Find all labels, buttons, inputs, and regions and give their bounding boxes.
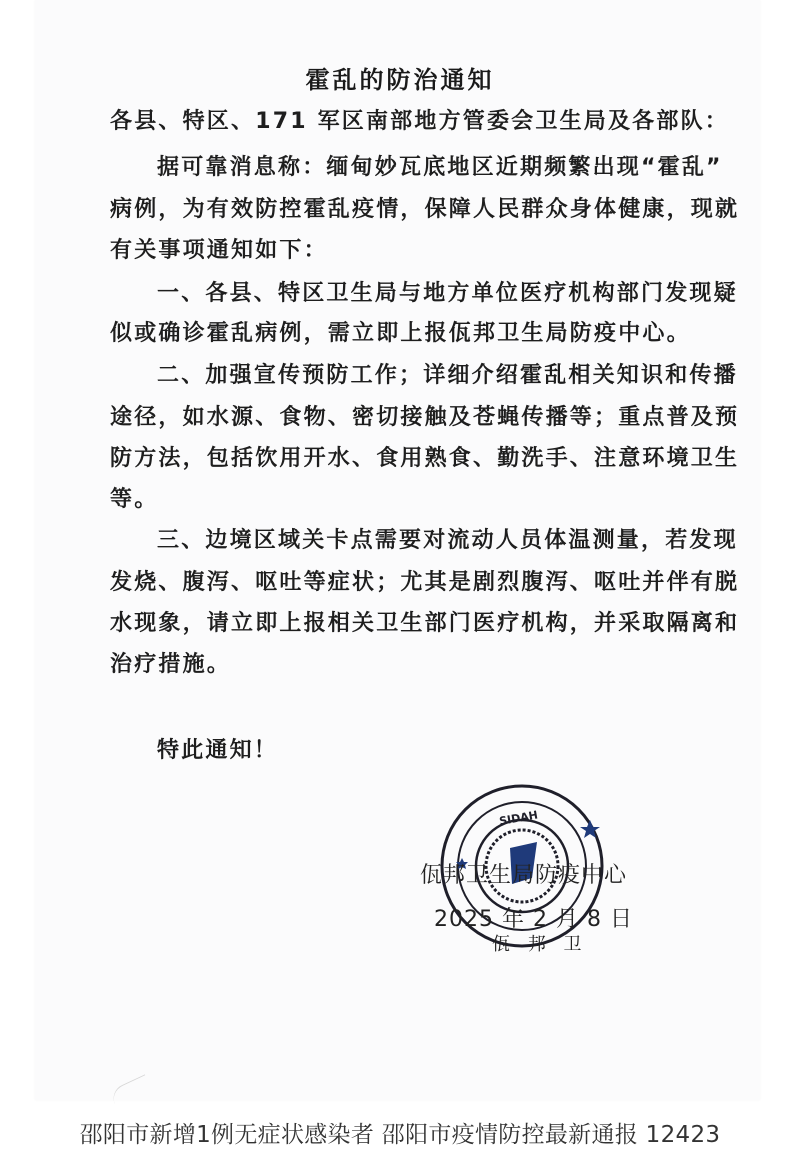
- item3-line-3: 水现象，请立即上报相关卫生部门医疗机构，并采取隔离和: [110, 611, 740, 636]
- signature-text: 佤邦卫生局防疫中心: [420, 863, 628, 888]
- stamp-outer-text: 佤 邦 卫: [492, 934, 588, 955]
- intro-line-1: 据可靠消息称：缅甸妙瓦底地区近期频繁出现“霍乱”: [157, 155, 723, 180]
- intro-line-3: 有关事项通知如下：: [110, 238, 328, 263]
- item2-line-2: 途径，如水源、食物、密切接触及苍蝇传播等；重点普及预: [110, 405, 740, 430]
- date-text: 2025 年 2 月 8 日: [434, 907, 633, 932]
- item1-line-2: 似或确诊霍乱病例，需立即上报佤邦卫生局防疫中心。: [110, 321, 691, 346]
- image-caption: 邵阳市新增1例无症状感染者 邵阳市疫情防控最新通报 12423: [79, 1122, 721, 1148]
- svg-text:SIDAH: SIDAH: [498, 808, 539, 828]
- item3-line-1: 三、边境区域关卡点需要对流动人员体温测量，若发现: [157, 528, 738, 553]
- item3-line-2: 发烧、腹泻、呕吐等症状；尤其是剧烈腹泻、呕吐并伴有脱: [110, 570, 740, 595]
- item3-line-4: 治疗措施。: [110, 652, 232, 677]
- closing-text: 特此通知！: [157, 738, 279, 763]
- item1-line-1: 一、各县、特区卫生局与地方单位医疗机构部门发现疑: [157, 281, 738, 306]
- addressee-line: 各县、特区、171 军区南部地方管委会卫生局及各部队：: [110, 109, 729, 134]
- intro-line-2: 病例，为有效防控霍乱疫情，保障人民群众身体健康，现就: [110, 197, 740, 222]
- official-stamp: [420, 780, 633, 970]
- item2-line-1: 二、加强宣传预防工作；详细介绍霍乱相关知识和传播: [157, 363, 738, 388]
- item2-line-4: 等。: [110, 487, 159, 512]
- document-title: 霍乱的防治通知: [305, 66, 495, 94]
- item2-line-3: 防方法，包括饮用开水、食用熟食、勤洗手、注意环境卫生: [110, 446, 740, 471]
